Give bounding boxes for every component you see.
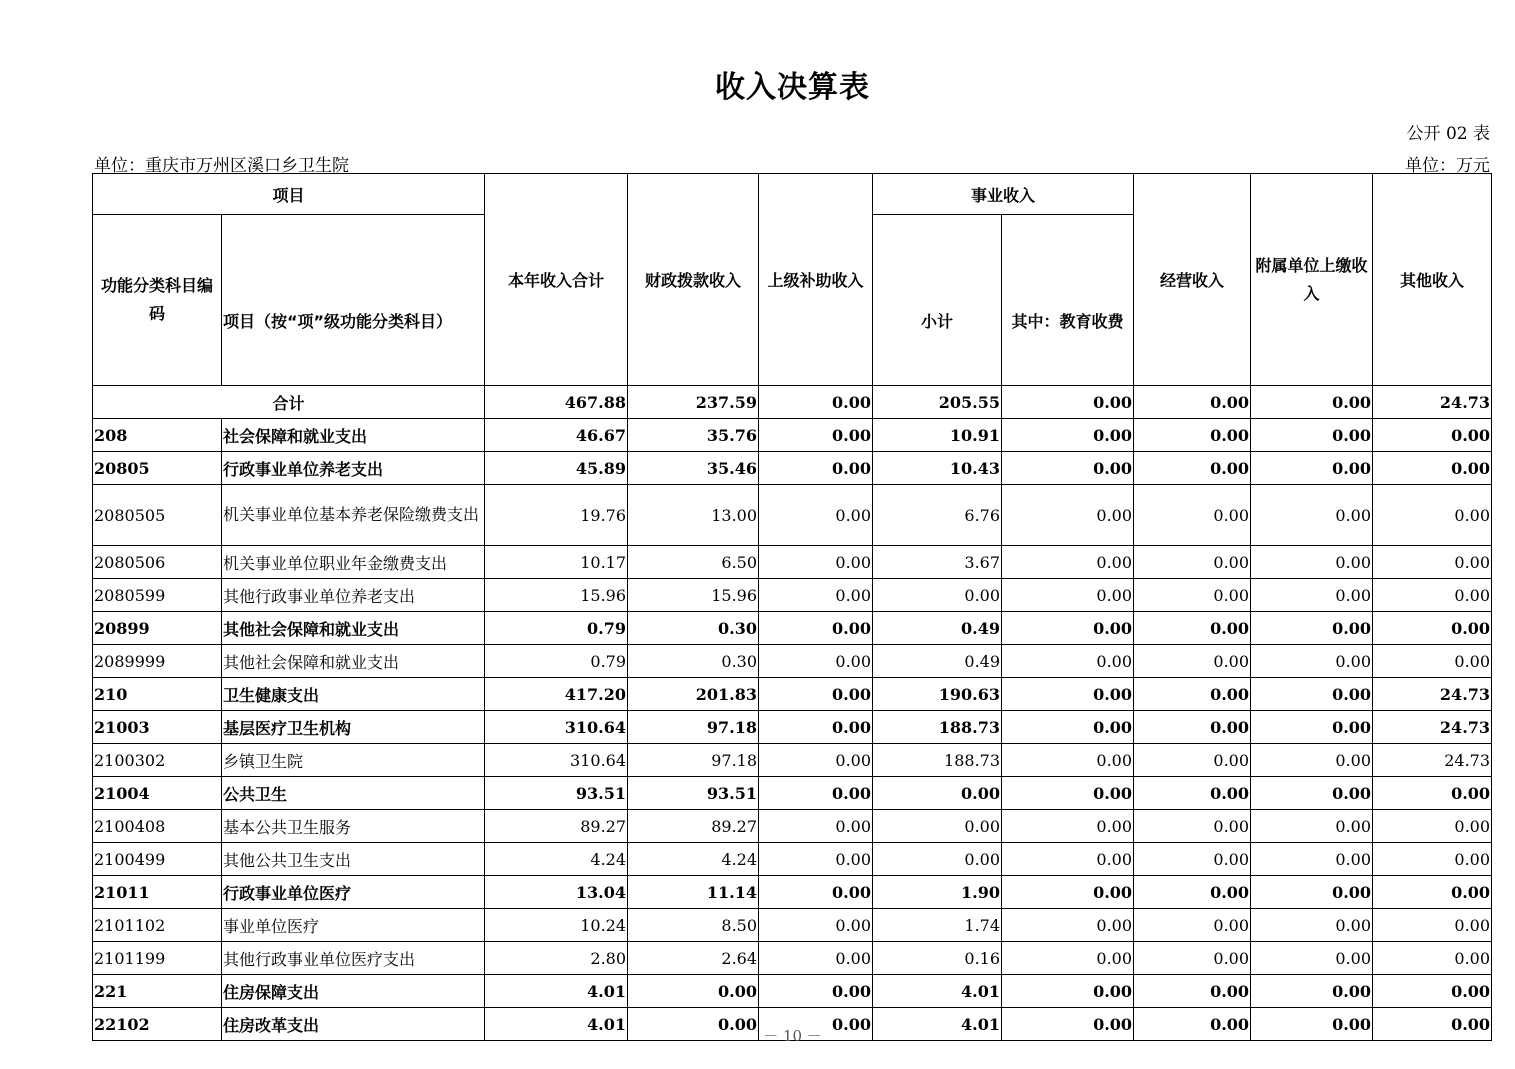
total-cell: 0.00 (1134, 386, 1251, 419)
value-cell: 0.00 (1251, 612, 1373, 645)
table-row (93, 546, 1492, 579)
value-cell: 0.00 (1002, 678, 1134, 711)
value-cell: 188.73 (873, 744, 1002, 777)
value-cell: 0.00 (759, 810, 873, 843)
value-cell: 0.00 (873, 579, 1002, 612)
value-cell: 0.00 (1002, 843, 1134, 876)
value-cell: 0.00 (1373, 975, 1492, 1008)
value-cell: 0.00 (759, 711, 873, 744)
header-name: 项目（按“项”级功能分类科目） (222, 215, 485, 386)
table-row (93, 810, 1492, 843)
value-cell: 310.64 (485, 744, 628, 777)
value-cell: 0.00 (1251, 810, 1373, 843)
page-title: 收入决算表 (715, 70, 870, 105)
income-table (92, 173, 1492, 1041)
value-cell: 0.00 (628, 1008, 759, 1041)
name-cell: 卫生健康支出 (222, 678, 485, 711)
value-cell: 0.00 (1373, 452, 1492, 485)
value-cell: 0.00 (1251, 843, 1373, 876)
value-cell: 417.20 (485, 678, 628, 711)
name-cell: 基层医疗卫生机构 (222, 711, 485, 744)
value-cell: 0.30 (628, 612, 759, 645)
code-cell: 2101102 (93, 909, 222, 942)
value-cell: 188.73 (873, 711, 1002, 744)
value-cell: 0.00 (1002, 546, 1134, 579)
total-cell: 0.00 (1002, 386, 1134, 419)
value-cell: 0.00 (1251, 777, 1373, 810)
value-cell: 0.00 (1373, 843, 1492, 876)
header-education: 其中：教育收费 (1002, 215, 1134, 386)
value-cell: 24.73 (1373, 744, 1492, 777)
value-cell: 4.01 (485, 975, 628, 1008)
code-cell: 2080599 (93, 579, 222, 612)
value-cell: 0.00 (1251, 579, 1373, 612)
header-superior: 上级补助收入 (759, 174, 873, 386)
value-cell: 0.79 (485, 645, 628, 678)
value-cell: 0.00 (1373, 579, 1492, 612)
value-cell: 0.00 (1002, 711, 1134, 744)
value-cell: 0.00 (1373, 876, 1492, 909)
code-cell: 221 (93, 975, 222, 1008)
name-cell: 社会保障和就业支出 (222, 419, 485, 452)
value-cell: 0.00 (1134, 843, 1251, 876)
name-cell: 机关事业单位职业年金缴费支出 (222, 546, 485, 579)
value-cell: 0.00 (1373, 485, 1492, 546)
page-number: － 10 － (763, 1027, 822, 1045)
value-cell: 0.00 (759, 452, 873, 485)
value-cell: 0.00 (1002, 579, 1134, 612)
header-fiscal: 财政拨款收入 (628, 174, 759, 386)
value-cell: 10.24 (485, 909, 628, 942)
name-cell: 其他社会保障和就业支出 (222, 645, 485, 678)
name-cell: 行政事业单位医疗 (222, 876, 485, 909)
value-cell: 0.00 (1002, 777, 1134, 810)
value-cell: 0.00 (1134, 645, 1251, 678)
value-cell: 0.00 (1373, 777, 1492, 810)
value-cell: 0.00 (1134, 909, 1251, 942)
code-cell: 2080506 (93, 546, 222, 579)
value-cell: 0.00 (1134, 744, 1251, 777)
value-cell: 46.67 (485, 419, 628, 452)
value-cell: 0.00 (1002, 810, 1134, 843)
header-operating: 经营收入 (1134, 174, 1251, 386)
table-row (93, 843, 1492, 876)
code-cell: 20899 (93, 612, 222, 645)
code-cell: 20805 (93, 452, 222, 485)
value-cell: 0.00 (1134, 711, 1251, 744)
value-cell: 0.00 (1002, 975, 1134, 1008)
value-cell: 0.00 (1251, 942, 1373, 975)
value-cell: 0.00 (759, 876, 873, 909)
name-cell: 其他行政事业单位医疗支出 (222, 942, 485, 975)
total-cell: 24.73 (1373, 386, 1492, 419)
code-cell: 22102 (93, 1008, 222, 1041)
value-cell: 0.00 (1002, 485, 1134, 546)
value-cell: 11.14 (628, 876, 759, 909)
header-code: 功能分类科目编码 (93, 215, 222, 386)
value-cell: 15.96 (628, 579, 759, 612)
table-row (93, 452, 1492, 485)
value-cell: 0.00 (1251, 419, 1373, 452)
header-project: 项目 (93, 174, 485, 215)
form-number: 公开 02 表 (1406, 124, 1490, 144)
value-cell: 6.76 (873, 485, 1002, 546)
value-cell: 1.74 (873, 909, 1002, 942)
value-cell: 0.00 (1373, 612, 1492, 645)
table-row (93, 678, 1492, 711)
value-cell: 45.89 (485, 452, 628, 485)
value-cell: 0.00 (1002, 909, 1134, 942)
value-cell: 0.00 (759, 579, 873, 612)
value-cell: 0.00 (759, 546, 873, 579)
total-cell: 237.59 (628, 386, 759, 419)
value-cell: 0.00 (759, 612, 873, 645)
value-cell: 0.00 (873, 810, 1002, 843)
name-cell: 公共卫生 (222, 777, 485, 810)
value-cell: 0.00 (1251, 546, 1373, 579)
value-cell: 0.00 (1002, 942, 1134, 975)
name-cell: 住房保障支出 (222, 975, 485, 1008)
code-cell: 2101199 (93, 942, 222, 975)
value-cell: 4.24 (628, 843, 759, 876)
value-cell: 0.00 (1251, 876, 1373, 909)
value-cell: 0.00 (1134, 485, 1251, 546)
value-cell: 0.00 (1134, 975, 1251, 1008)
value-cell: 0.00 (1251, 711, 1373, 744)
value-cell: 0.00 (759, 485, 873, 546)
name-cell: 其他行政事业单位养老支出 (222, 579, 485, 612)
value-cell: 0.00 (1002, 876, 1134, 909)
total-label: 合计 (93, 386, 485, 419)
value-cell: 0.00 (1251, 452, 1373, 485)
value-cell: 0.00 (1134, 777, 1251, 810)
name-cell: 行政事业单位养老支出 (222, 452, 485, 485)
value-cell: 3.67 (873, 546, 1002, 579)
value-cell: 0.49 (873, 645, 1002, 678)
table-row (93, 579, 1492, 612)
table-row (93, 942, 1492, 975)
header-business: 事业收入 (873, 174, 1134, 215)
value-cell: 0.00 (873, 843, 1002, 876)
value-cell: 0.00 (759, 942, 873, 975)
value-cell: 0.00 (1134, 876, 1251, 909)
value-cell: 2.80 (485, 942, 628, 975)
name-cell: 基本公共卫生服务 (222, 810, 485, 843)
value-cell: 0.00 (1373, 1008, 1492, 1041)
value-cell: 0.00 (1134, 546, 1251, 579)
value-cell: 97.18 (628, 711, 759, 744)
value-cell: 0.00 (1251, 909, 1373, 942)
value-cell: 4.01 (485, 1008, 628, 1041)
value-cell: 0.00 (759, 645, 873, 678)
value-cell: 0.00 (1373, 546, 1492, 579)
table-row (93, 419, 1492, 452)
code-cell: 208 (93, 419, 222, 452)
code-cell: 210 (93, 678, 222, 711)
value-cell: 89.27 (485, 810, 628, 843)
table-row (93, 711, 1492, 744)
name-cell: 其他社会保障和就业支出 (222, 612, 485, 645)
table-row (93, 975, 1492, 1008)
value-cell: 0.00 (759, 1008, 873, 1041)
header-other: 其他收入 (1373, 174, 1492, 386)
value-cell: 201.83 (628, 678, 759, 711)
value-cell: 0.00 (1002, 452, 1134, 485)
value-cell: 93.51 (485, 777, 628, 810)
value-cell: 0.00 (759, 777, 873, 810)
value-cell: 0.00 (1251, 645, 1373, 678)
value-cell: 310.64 (485, 711, 628, 744)
value-cell: 35.46 (628, 452, 759, 485)
value-cell: 0.00 (1002, 744, 1134, 777)
value-cell: 0.00 (759, 975, 873, 1008)
value-cell: 97.18 (628, 744, 759, 777)
code-cell: 2100302 (93, 744, 222, 777)
value-cell: 0.00 (1002, 419, 1134, 452)
value-cell: 2.64 (628, 942, 759, 975)
value-cell: 89.27 (628, 810, 759, 843)
name-cell: 住房改革支出 (222, 1008, 485, 1041)
table-row (93, 485, 1492, 546)
value-cell: 0.00 (1373, 645, 1492, 678)
value-cell: 0.00 (759, 419, 873, 452)
value-cell: 8.50 (628, 909, 759, 942)
total-row (93, 386, 1492, 419)
value-cell: 0.00 (759, 843, 873, 876)
code-cell: 21011 (93, 876, 222, 909)
value-cell: 0.30 (628, 645, 759, 678)
table-row (93, 744, 1492, 777)
value-cell: 4.01 (873, 975, 1002, 1008)
value-cell: 4.01 (873, 1008, 1002, 1041)
table-row (93, 612, 1492, 645)
value-cell: 0.00 (1251, 975, 1373, 1008)
code-cell: 2080505 (93, 485, 222, 546)
table-row (93, 876, 1492, 909)
total-cell: 205.55 (873, 386, 1002, 419)
value-cell: 0.00 (1373, 419, 1492, 452)
value-cell: 0.00 (1373, 909, 1492, 942)
total-cell: 0.00 (1251, 386, 1373, 419)
header-affiliated: 附属单位上缴收入 (1251, 174, 1373, 386)
value-cell: 0.00 (1251, 678, 1373, 711)
header-subtotal: 小计 (873, 215, 1002, 386)
value-cell: 4.24 (485, 843, 628, 876)
table-row (93, 645, 1492, 678)
value-cell: 0.00 (1251, 744, 1373, 777)
table-row (93, 909, 1492, 942)
value-cell: 15.96 (485, 579, 628, 612)
value-cell: 0.00 (873, 777, 1002, 810)
value-cell: 93.51 (628, 777, 759, 810)
header-total: 本年收入合计 (485, 174, 628, 386)
value-cell: 0.00 (628, 975, 759, 1008)
value-cell: 0.00 (1002, 612, 1134, 645)
value-cell: 0.00 (759, 744, 873, 777)
value-cell: 0.16 (873, 942, 1002, 975)
value-cell: 35.76 (628, 419, 759, 452)
value-cell: 0.00 (1134, 612, 1251, 645)
name-cell: 其他公共卫生支出 (222, 843, 485, 876)
value-cell: 0.00 (1134, 678, 1251, 711)
total-cell: 0.00 (759, 386, 873, 419)
value-cell: 1.90 (873, 876, 1002, 909)
value-cell: 0.79 (485, 612, 628, 645)
value-cell: 19.76 (485, 485, 628, 546)
name-cell: 事业单位医疗 (222, 909, 485, 942)
value-cell: 24.73 (1373, 678, 1492, 711)
name-cell: 乡镇卫生院 (222, 744, 485, 777)
value-cell: 13.04 (485, 876, 628, 909)
value-cell: 0.00 (1002, 1008, 1134, 1041)
value-cell: 10.91 (873, 419, 1002, 452)
value-cell: 0.00 (1134, 1008, 1251, 1041)
code-cell: 2089999 (93, 645, 222, 678)
value-cell: 0.00 (1251, 485, 1373, 546)
value-cell: 0.00 (1134, 452, 1251, 485)
value-cell: 10.43 (873, 452, 1002, 485)
value-cell: 0.00 (1134, 419, 1251, 452)
value-cell: 0.00 (759, 678, 873, 711)
value-cell: 0.49 (873, 612, 1002, 645)
value-cell: 24.73 (1373, 711, 1492, 744)
value-cell: 190.63 (873, 678, 1002, 711)
total-cell: 467.88 (485, 386, 628, 419)
value-cell: 0.00 (1373, 942, 1492, 975)
value-cell: 0.00 (759, 909, 873, 942)
organization-unit: 单位：重庆市万州区溪口乡卫生院 (94, 156, 349, 176)
value-cell: 0.00 (1002, 645, 1134, 678)
table-row (93, 777, 1492, 810)
code-cell: 2100408 (93, 810, 222, 843)
code-cell: 2100499 (93, 843, 222, 876)
value-cell: 10.17 (485, 546, 628, 579)
code-cell: 21003 (93, 711, 222, 744)
value-cell: 0.00 (1251, 1008, 1373, 1041)
code-cell: 21004 (93, 777, 222, 810)
value-cell: 0.00 (1134, 810, 1251, 843)
value-cell: 6.50 (628, 546, 759, 579)
value-cell: 0.00 (1134, 579, 1251, 612)
value-cell: 0.00 (1373, 810, 1492, 843)
name-cell: 机关事业单位基本养老保险缴费支出 (222, 485, 485, 546)
value-cell: 0.00 (1134, 942, 1251, 975)
currency-unit: 单位：万元 (1405, 156, 1490, 176)
value-cell: 13.00 (628, 485, 759, 546)
